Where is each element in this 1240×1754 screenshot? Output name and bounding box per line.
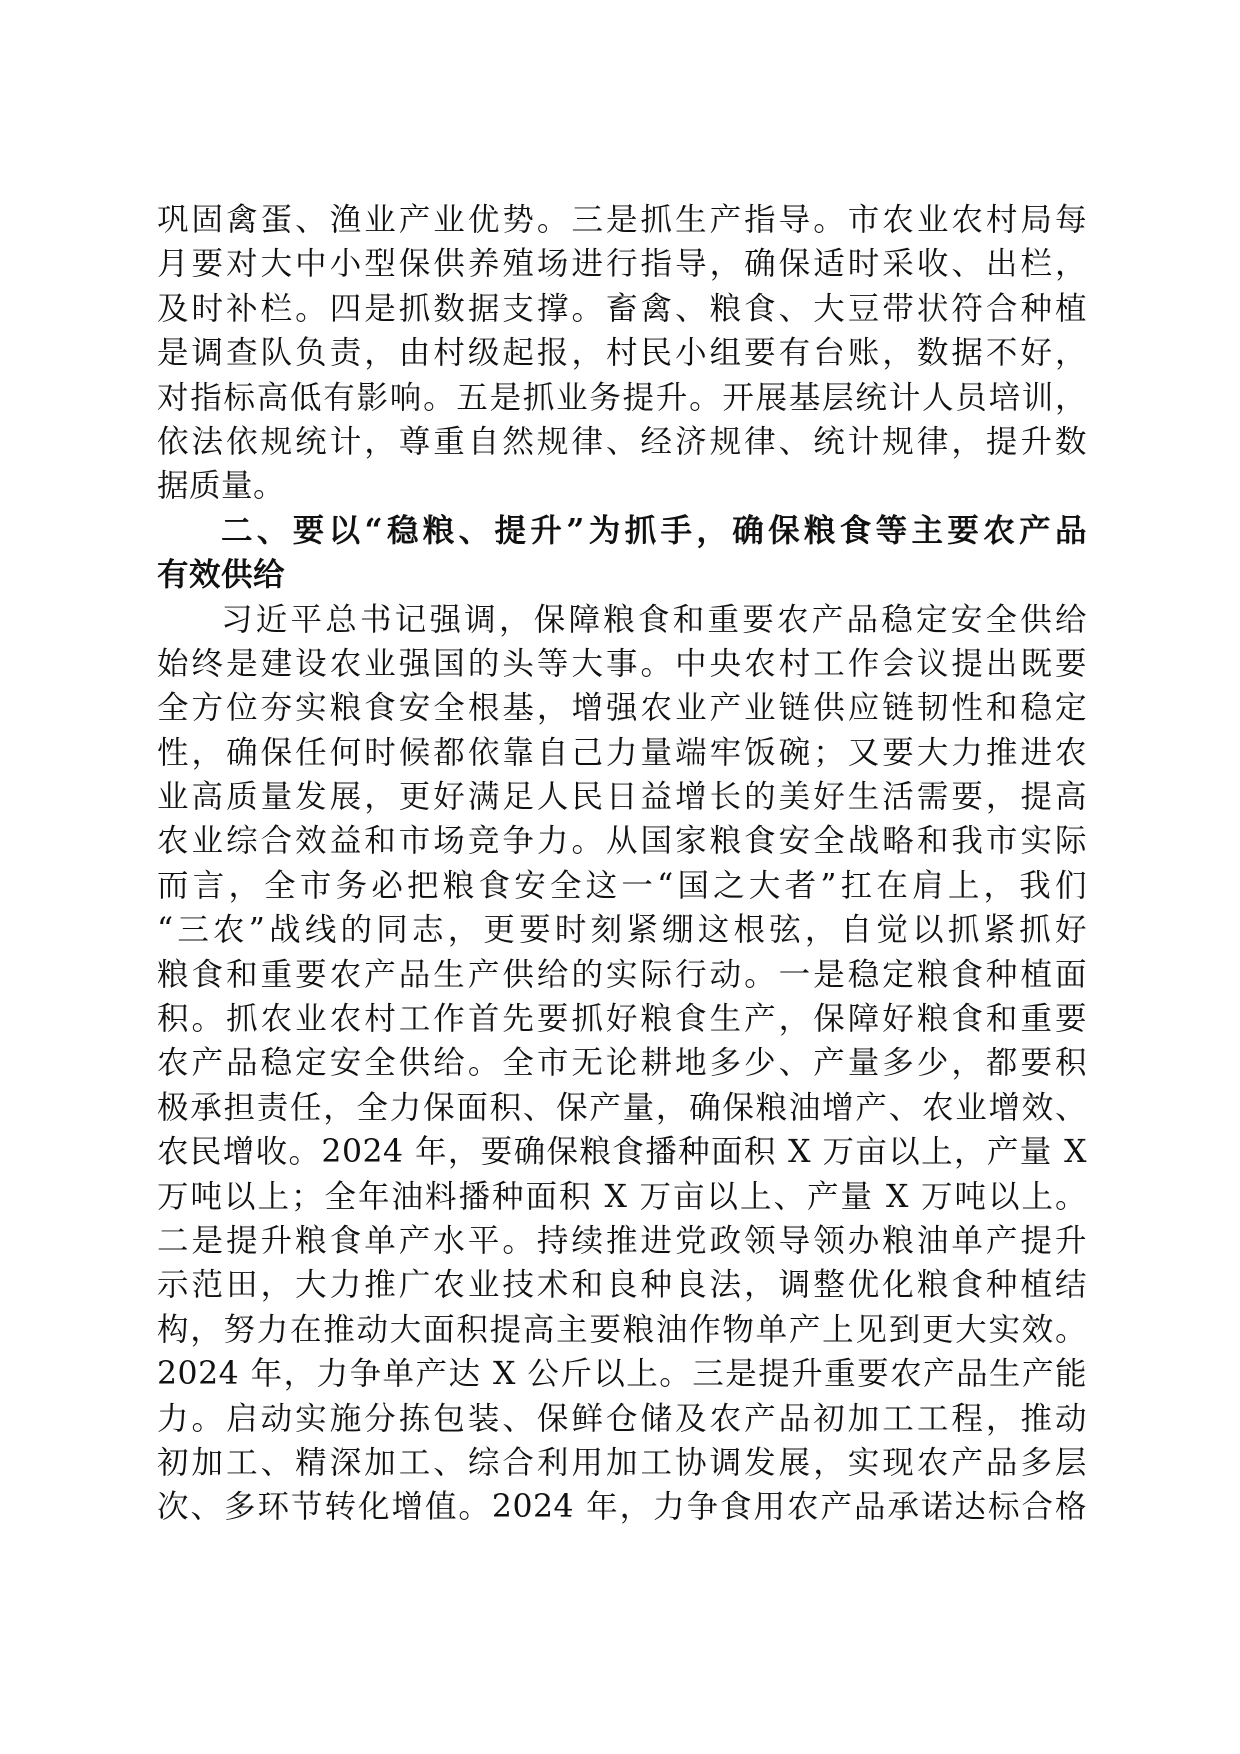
text-line: 积。抓农业农村工作首先要抓好粮食生产，保障好粮食和重要 — [157, 1001, 1087, 1038]
text-line: 及时补栏。四是抓数据支撑。畜禽、粮食、大豆带状符合种植 — [157, 290, 1087, 327]
text-line: 月要对大中小型保供养殖场进行指导，确保适时采收、出栏， — [157, 246, 1087, 283]
text-line: 初加工、精深加工、综合利用加工协调发展，实现农产品多层 — [157, 1444, 1087, 1481]
text-line: 性，确保任何时候都依靠自己力量端牢饭碗；又要大力推进农 — [157, 734, 1087, 771]
text-line: 对指标高低有影响。五是抓业务提升。开展基层统计人员培训， — [157, 379, 1087, 416]
heading-line: 有效供给 — [157, 556, 286, 594]
text-line: 二是提升粮食单产水平。持续推进党政领导领办粮油单产提升 — [157, 1222, 1087, 1259]
text-line: 巩固禽蛋、渔业产业优势。三是抓生产指导。市农业农村局每 — [157, 202, 1087, 238]
text-line: 农民增收。2024 年，要确保粮食播种面积 X 万亩以上，产量 X — [157, 1134, 1087, 1171]
text-line: 万吨以上；全年油料播种面积 X 万亩以上、产量 X 万吨以上。 — [157, 1178, 1087, 1215]
text-line: 示范田，大力推广农业技术和良种良法，调整优化粮食种植结 — [157, 1267, 1087, 1304]
heading-line: 二、要以“稳粮、提升”为抓手，确保粮食等主要农产品 — [221, 511, 1087, 549]
text-line: 全方位夯实粮食安全根基，增强农业产业链供应链韧性和稳定 — [157, 690, 1087, 727]
text-line: 习近平总书记强调，保障粮食和重要农产品稳定安全供给 — [221, 601, 1087, 638]
section-heading-2 — [157, 509, 1087, 598]
text-line: 依法依规统计，尊重自然规律、经济规律、统计规律，提升数 — [157, 423, 1087, 460]
text-line: “三农”战线的同志，更要时刻紧绷这根弦，自觉以抓紧抓好 — [157, 912, 1087, 949]
text-line: 而言，全市务必把粮食安全这一“国之大者”扛在肩上，我们 — [157, 867, 1087, 904]
text-line: 是调查队负责，由村级起报，村民小组要有台账，数据不好， — [157, 335, 1087, 372]
text-line: 力。启动实施分拣包装、保鲜仓储及农产品初加工工程，推动 — [157, 1400, 1087, 1437]
text-line: 始终是建设农业强国的头等大事。中央农村工作会议提出既要 — [157, 645, 1087, 682]
text-line: 据质量。 — [157, 468, 286, 505]
text-line: 农业综合效益和市场竞争力。从国家粮食安全战略和我市实际 — [157, 823, 1087, 860]
text-line: 业高质量发展，更好满足人民日益增长的美好生活需要，提高 — [157, 779, 1087, 816]
text-line: 农产品稳定安全供给。全市无论耕地多少、产量多少，都要积 — [157, 1045, 1087, 1082]
document-page — [157, 198, 1087, 1530]
text-line: 粮食和重要农产品生产供给的实际行动。一是稳定粮食种植面 — [157, 956, 1087, 993]
text-line: 构，努力在推动大面积提高主要粮油作物单产上见到更大实效。 — [157, 1311, 1087, 1348]
text-line: 次、多环节转化增值。2024 年，力争食用农产品承诺达标合格 — [157, 1489, 1087, 1526]
paragraph-1 — [157, 198, 1087, 509]
text-line: 2024 年，力争单产达 X 公斤以上。三是提升重要农产品生产能 — [157, 1356, 1087, 1393]
text-line: 极承担责任，全力保面积、保产量，确保粮油增产、农业增效、 — [157, 1089, 1087, 1126]
paragraph-2 — [157, 598, 1087, 1530]
